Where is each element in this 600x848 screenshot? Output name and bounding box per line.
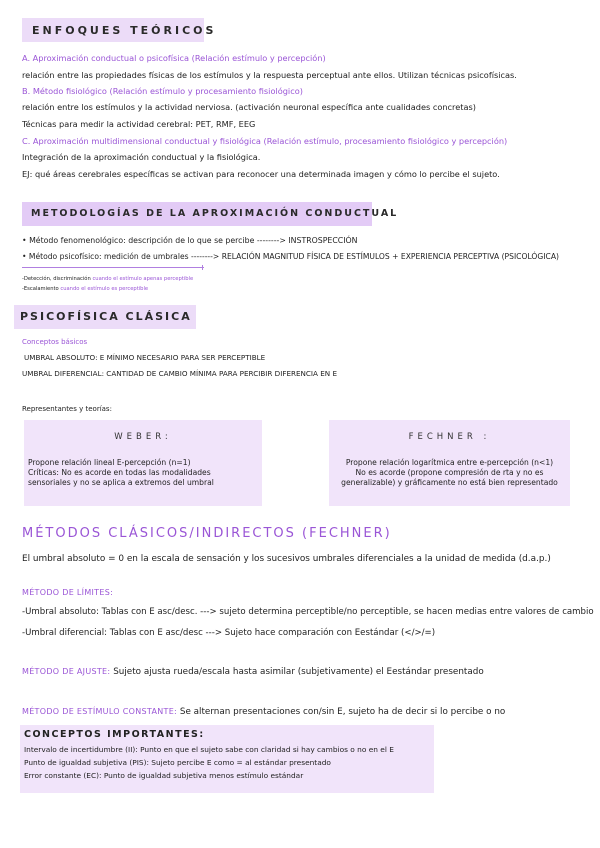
metodologias-underline-tick bbox=[202, 265, 203, 270]
metodo-ajuste bbox=[22, 666, 484, 678]
note-2-label: -Escalamiento bbox=[22, 286, 59, 292]
enfoques-title: ENFOQUES TEÓRICOS bbox=[32, 24, 217, 37]
enfoques-b-text1: relación entre los estímulos y la actividad nerviosa. (activación neuronal específica ante cualidades concretas) bbox=[22, 102, 476, 112]
fechner-card bbox=[329, 420, 570, 506]
conceptos-title: CONCEPTOS IMPORTANTES: bbox=[24, 729, 205, 740]
metodologias-bullet-2: • Método psicofísico: medición de umbrales --------> RELACIÓN MAGNITUD FÍSICA DE ESTÍMULOS + EXPERIENCIA PERCEPTIVA (PSICOLÓGICA) bbox=[22, 252, 559, 261]
representantes-label: Representantes y teorías: bbox=[22, 405, 112, 413]
conceptos-card bbox=[20, 725, 434, 793]
metodologias-note-1 bbox=[22, 276, 193, 283]
note-1-label: -Detección, discriminación bbox=[22, 276, 91, 282]
weber-title: WEBER: bbox=[114, 432, 172, 442]
metodo-ajuste-text: Sujeto ajusta rueda/escala hasta asimilar (subjetivamente) el Eestándar presentado bbox=[113, 667, 484, 677]
enfoques-b-text2: Técnicas para medir la actividad cerebral: PET, RMF, EEG bbox=[22, 119, 256, 129]
fechner-line-2: No es acorde (propone compresión de rta y no es bbox=[355, 468, 544, 477]
metodo-limites-1: -Umbral absoluto: Tablas con E asc/desc. ---> sujeto determina perceptible/no perceptible, se hacen medias entre valores de cambio bbox=[22, 607, 594, 617]
fechner-title: FECHNER : bbox=[408, 432, 491, 442]
note-2-desc: cuando el estímulo es perceptible bbox=[60, 286, 149, 292]
weber-card bbox=[24, 420, 262, 506]
enfoques-c-heading: C. Aproximación multidimensional conductual y fisiológica (Relación estímulo, procesamiento fisiológico y percepción) bbox=[22, 136, 508, 146]
conceptos-line-3: Error constante (EC): Punto de igualdad subjetiva menos estímulo estándar bbox=[24, 771, 304, 780]
enfoques-a-heading: A. Aproximación conductual o psicofísica (Relación estímulo y percepción) bbox=[22, 53, 326, 63]
metodos-intro: El umbral absoluto = 0 en la escala de sensación y los sucesivos umbrales diferenciales a la unidad de medida (d.a.p.) bbox=[22, 554, 551, 564]
fechner-text bbox=[329, 458, 570, 488]
conceptos-line-1: Intervalo de incertidumbre (II): Punto en que el sujeto sabe con claridad si hay cambios o no en el E bbox=[24, 745, 394, 754]
conceptos-basicos-label: Conceptos básicos bbox=[22, 338, 88, 346]
umbral-absoluto: UMBRAL ABSOLUTO: E MÍNIMO NECESARIO PARA SER PERCEPTIBLE bbox=[24, 353, 266, 362]
umbral-diferencial: UMBRAL DIFERENCIAL: CANTIDAD DE CAMBIO MÍNIMA PARA PERCIBIR DIFERENCIA EN E bbox=[22, 369, 337, 378]
weber-text bbox=[28, 458, 262, 488]
metodo-limites-label: MÉTODO DE LÍMITES: bbox=[22, 588, 114, 597]
enfoques-c-text: Integración de la aproximación conductual y la fisiológica. bbox=[22, 152, 261, 162]
metodologias-title: METODOLOGÍAS DE LA APROXIMACIÓN CONDUCTUAL bbox=[31, 208, 399, 219]
metodo-constante-label: MÉTODO DE ESTÍMULO CONSTANTE: bbox=[22, 707, 178, 716]
enfoques-a-text: relación entre las propiedades físicas de los estímulos y la respuesta perceptual ante ellos. Utilizan técnicas psicofísicas. bbox=[22, 70, 517, 80]
psicofisica-title: PSICOFÍSICA CLÁSICA bbox=[20, 310, 192, 323]
metodo-limites-2: -Umbral diferencial: Tablas con E asc/desc ---> Sujeto hace comparación con Eestándar (</>/=) bbox=[22, 628, 436, 638]
metodos-title: MÉTODOS CLÁSICOS/INDIRECTOS (FECHNER) bbox=[22, 526, 392, 541]
note-1-desc: cuando el estímulo apenas perceptible bbox=[92, 276, 194, 282]
conceptos-line-2: Punto de igualdad subjetiva (PIS): Sujeto percibe E como = al estándar presentado bbox=[24, 758, 331, 767]
fechner-line-3: generalizable) y gráficamente no está bien representado bbox=[341, 478, 558, 487]
metodo-constante bbox=[22, 706, 505, 718]
metodo-constante-text: Se alternan presentaciones con/sin E, sujeto ha de decir si lo percibe o no bbox=[179, 707, 506, 717]
fechner-line-1: Propone relación logarítmica entre e-percepción (n<1) bbox=[345, 458, 554, 467]
weber-line-2: Críticas: No es acorde en todas las modalidades bbox=[28, 468, 211, 477]
metodologias-bullet-1: • Método fenomenológico: descripción de lo que se percibe --------> INSTROSPECCIÓN bbox=[22, 236, 358, 245]
enfoques-c-example: EJ: qué áreas cerebrales específicas se activan para reconocer una determinada imagen y cómo lo percibe el sujeto. bbox=[22, 169, 500, 179]
weber-line-3: sensoriales y no se aplica a extremos del umbral bbox=[28, 478, 214, 487]
metodo-ajuste-label: MÉTODO DE AJUSTE: bbox=[22, 667, 111, 676]
metodologias-note-2 bbox=[22, 286, 148, 293]
weber-line-1: Propone relación lineal E-percepción (n=1) bbox=[28, 458, 191, 467]
metodologias-underline bbox=[22, 267, 204, 268]
enfoques-b-heading: B. Método fisiológico (Relación estímulo y procesamiento fisiológico) bbox=[22, 86, 303, 96]
